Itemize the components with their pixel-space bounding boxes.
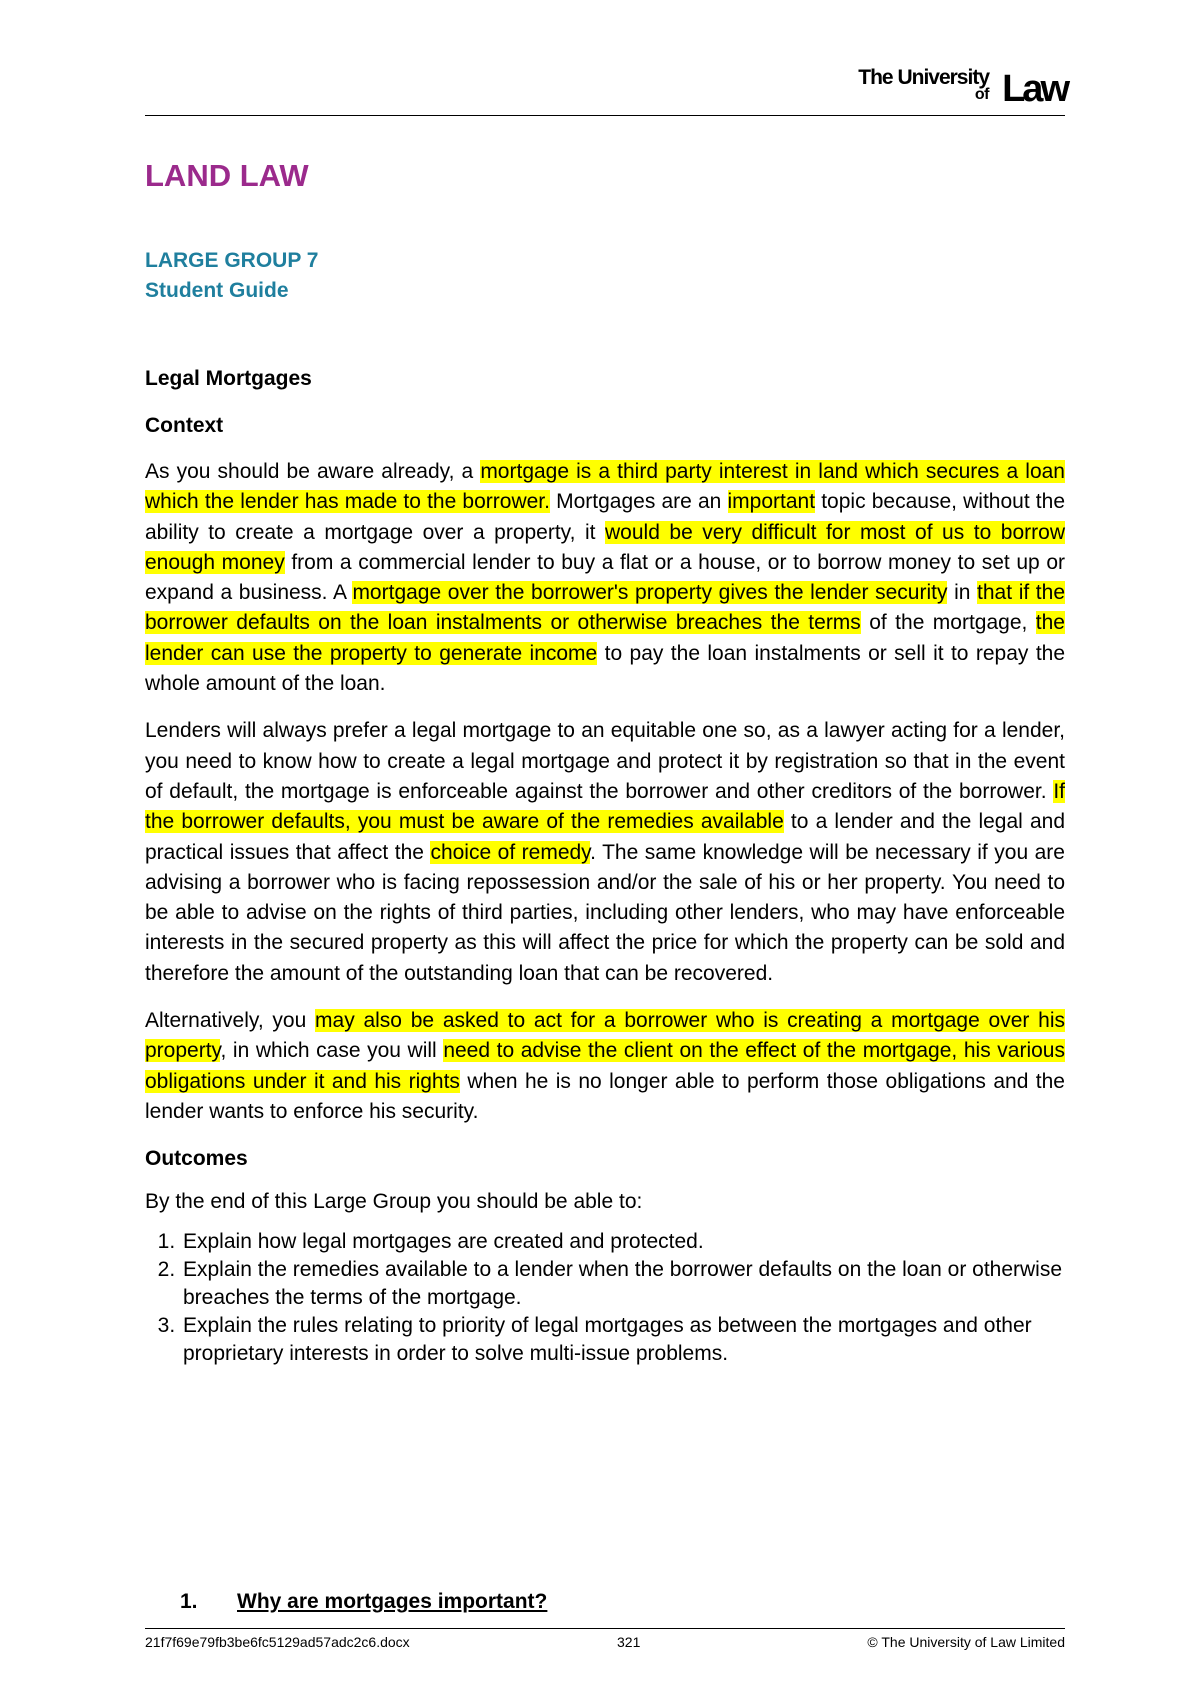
highlighted-text: need to advise the client on the effect of the mortgage, his various obligations under it and his rights xyxy=(145,1039,1065,1093)
outcomes-intro: By the end of this Large Group you should be able to: xyxy=(145,1190,643,1214)
text-run: Lenders will always prefer a legal mortgage to an equitable one so, as a lawyer acting for a lender, you need to know how to create a legal mortgage and protect it by registration so that in the event of default, the mortgage is enforceable against the borrower and other creditors of the borrower. xyxy=(145,719,1065,803)
text-run: to pay the loan instalments or sell it to repay the whole amount of the loan. xyxy=(145,641,1066,696)
section-heading: Legal Mortgages xyxy=(145,367,312,390)
document-body xyxy=(145,150,1065,1368)
text-run: Alternatively, you xyxy=(145,1009,316,1033)
footer-doc-id: 21f7f69e79fb3be6fc5129ad57adc2c6.docx xyxy=(145,1634,410,1650)
text-run: in xyxy=(947,581,978,605)
context-paragraph-2 xyxy=(145,716,1065,989)
logo-line-1: The University xyxy=(858,66,989,89)
logo-line-3: Law xyxy=(1002,68,1067,110)
header-rule xyxy=(145,115,1065,116)
highlighted-text: which the lender has made to the borrower. xyxy=(145,490,550,514)
text-run: to a lender and the legal and practical issues that affect the xyxy=(145,810,1065,864)
highlighted-text: may also be asked to act for a borrower who is creating a mortgage over his property xyxy=(145,1009,1065,1063)
text-run: As you should be aware already, a xyxy=(145,460,481,483)
question-heading xyxy=(180,1590,547,1614)
highlighted-text: mortgage over the borrower's property gives the lender security xyxy=(352,581,948,605)
text-run: from a commercial lender to buy a flat or a house, or to borrow money to set up or expand a business. A xyxy=(145,550,1065,605)
logo-line-2: of xyxy=(974,86,989,103)
text-run: , in which case you will xyxy=(220,1039,444,1063)
footer-copyright: © The University of Law Limited xyxy=(867,1634,1065,1650)
context-paragraph-1 xyxy=(145,457,1065,699)
highlighted-text: If the borrower defaults, you must be aware of the remedies available xyxy=(145,779,1065,834)
subtitle-line-2: Student Guide xyxy=(145,279,289,302)
highlighted-text: that if the borrower defaults on the loan instalments or otherwise breaches the terms xyxy=(145,581,1065,635)
question-number: 1. xyxy=(180,1590,198,1613)
text-run: . The same knowledge will be necessary if you are advising a borrower who is facing repossession and/or the sale of his or her property. You need to be able to advise on the rights of third parties, including other lenders, who may have enforceable interests in the secured property as this will affect the price for which the property can be sold and therefore the amount of the outstanding loan that can be recovered. xyxy=(145,840,1065,985)
text-run: Mortgages are an xyxy=(549,490,728,514)
highlighted-text: choice of remedy xyxy=(430,840,591,864)
context-paragraph-3 xyxy=(145,1006,1065,1127)
highlighted-text: mortgage is a third party interest in land which secures a loan xyxy=(480,460,1065,483)
question-text: Why are mortgages important? xyxy=(237,1590,548,1613)
context-heading: Context xyxy=(145,414,224,437)
footer xyxy=(145,1634,1065,1654)
document-title: LAND LAW xyxy=(145,158,309,193)
highlighted-text: important xyxy=(727,490,816,514)
text-run: topic because, without the ability to create a mortgage over a property, it xyxy=(145,490,1065,544)
outcome-item: 2. Explain the remedies available to a lender when the borrower defaults on the loan or otherwise breaches the terms of the mortgage. xyxy=(181,1256,1065,1312)
highlighted-text: would be very difficult for most of us to borrow enough money xyxy=(145,520,1065,574)
outcomes-heading: Outcomes xyxy=(145,1147,248,1171)
outcome-item: 1. Explain how legal mortgages are created and protected. xyxy=(181,1228,1065,1256)
text-run: when he is no longer able to perform those obligations and the lender wants to enforce his security. xyxy=(145,1069,1065,1123)
outcomes-list xyxy=(145,1228,1065,1368)
footer-rule xyxy=(145,1628,1065,1629)
text-run: of the mortgage, xyxy=(860,611,1036,635)
outcome-item: 3. Explain the rules relating to priority of legal mortgages as between the mortgages and other proprietary interests in order to solve multi-issue problems. xyxy=(181,1312,1065,1368)
university-logo xyxy=(855,64,1067,108)
subtitle-line-1: LARGE GROUP 7 xyxy=(145,249,319,272)
highlighted-text: the lender can use the property to generate income xyxy=(145,611,1065,665)
footer-page-number: 321 xyxy=(617,1634,641,1650)
